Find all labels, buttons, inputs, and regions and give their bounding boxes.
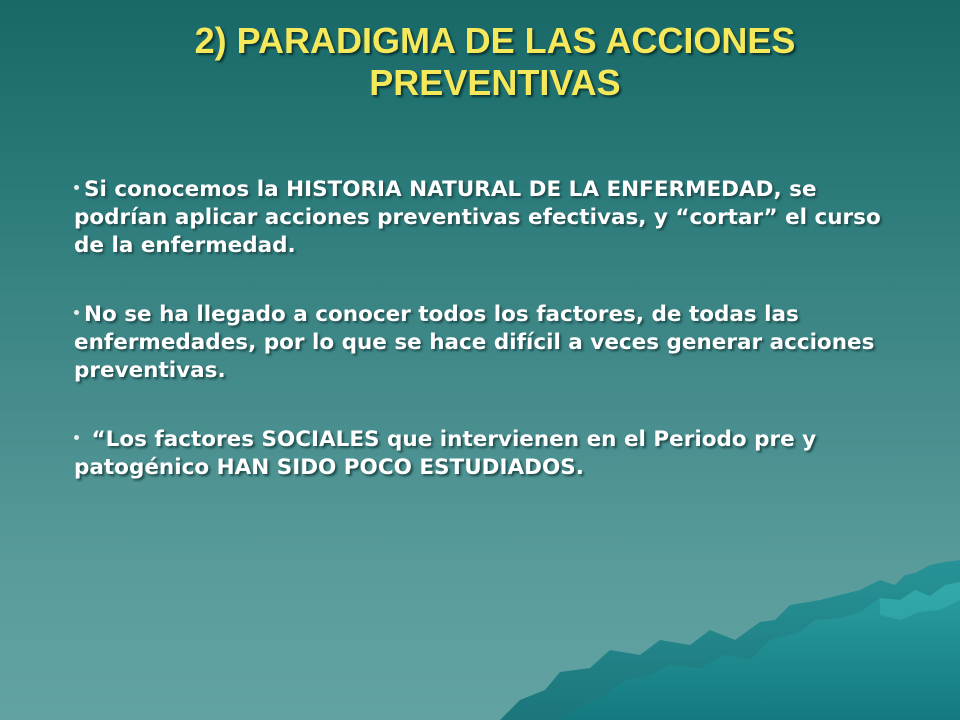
bullet-text-2: No se ha llegado a conocer todos los factores, de todas las enfermedades, por lo que se hace difícil a veces generar acciones preventivas.	[74, 302, 875, 383]
bullet-item-1	[74, 176, 914, 260]
title-line-2: PREVENTIVAS	[369, 62, 621, 103]
bullet-item-2	[74, 301, 914, 385]
bullet-text-1: Si conocemos la HISTORIA NATURAL DE LA ENFERMEDAD, se podrían aplicar acciones preventivas efectivas, y “cortar” el curso de la enfermedad.	[74, 177, 881, 258]
bullet-item-3	[74, 426, 914, 482]
title-line-1: 2) PARADIGMA DE LAS ACCIONES	[194, 20, 796, 61]
bullet-dot-icon	[74, 310, 79, 315]
slide-title	[0, 20, 960, 104]
bullet-dot-icon	[74, 185, 79, 190]
bullet-list	[74, 176, 914, 523]
bullet-dot-icon	[74, 435, 79, 440]
bullet-text-3: “Los factores SOCIALES que intervienen en el Periodo pre y patogénico HAN SIDO POCO ESTUDIADOS.	[74, 427, 817, 480]
